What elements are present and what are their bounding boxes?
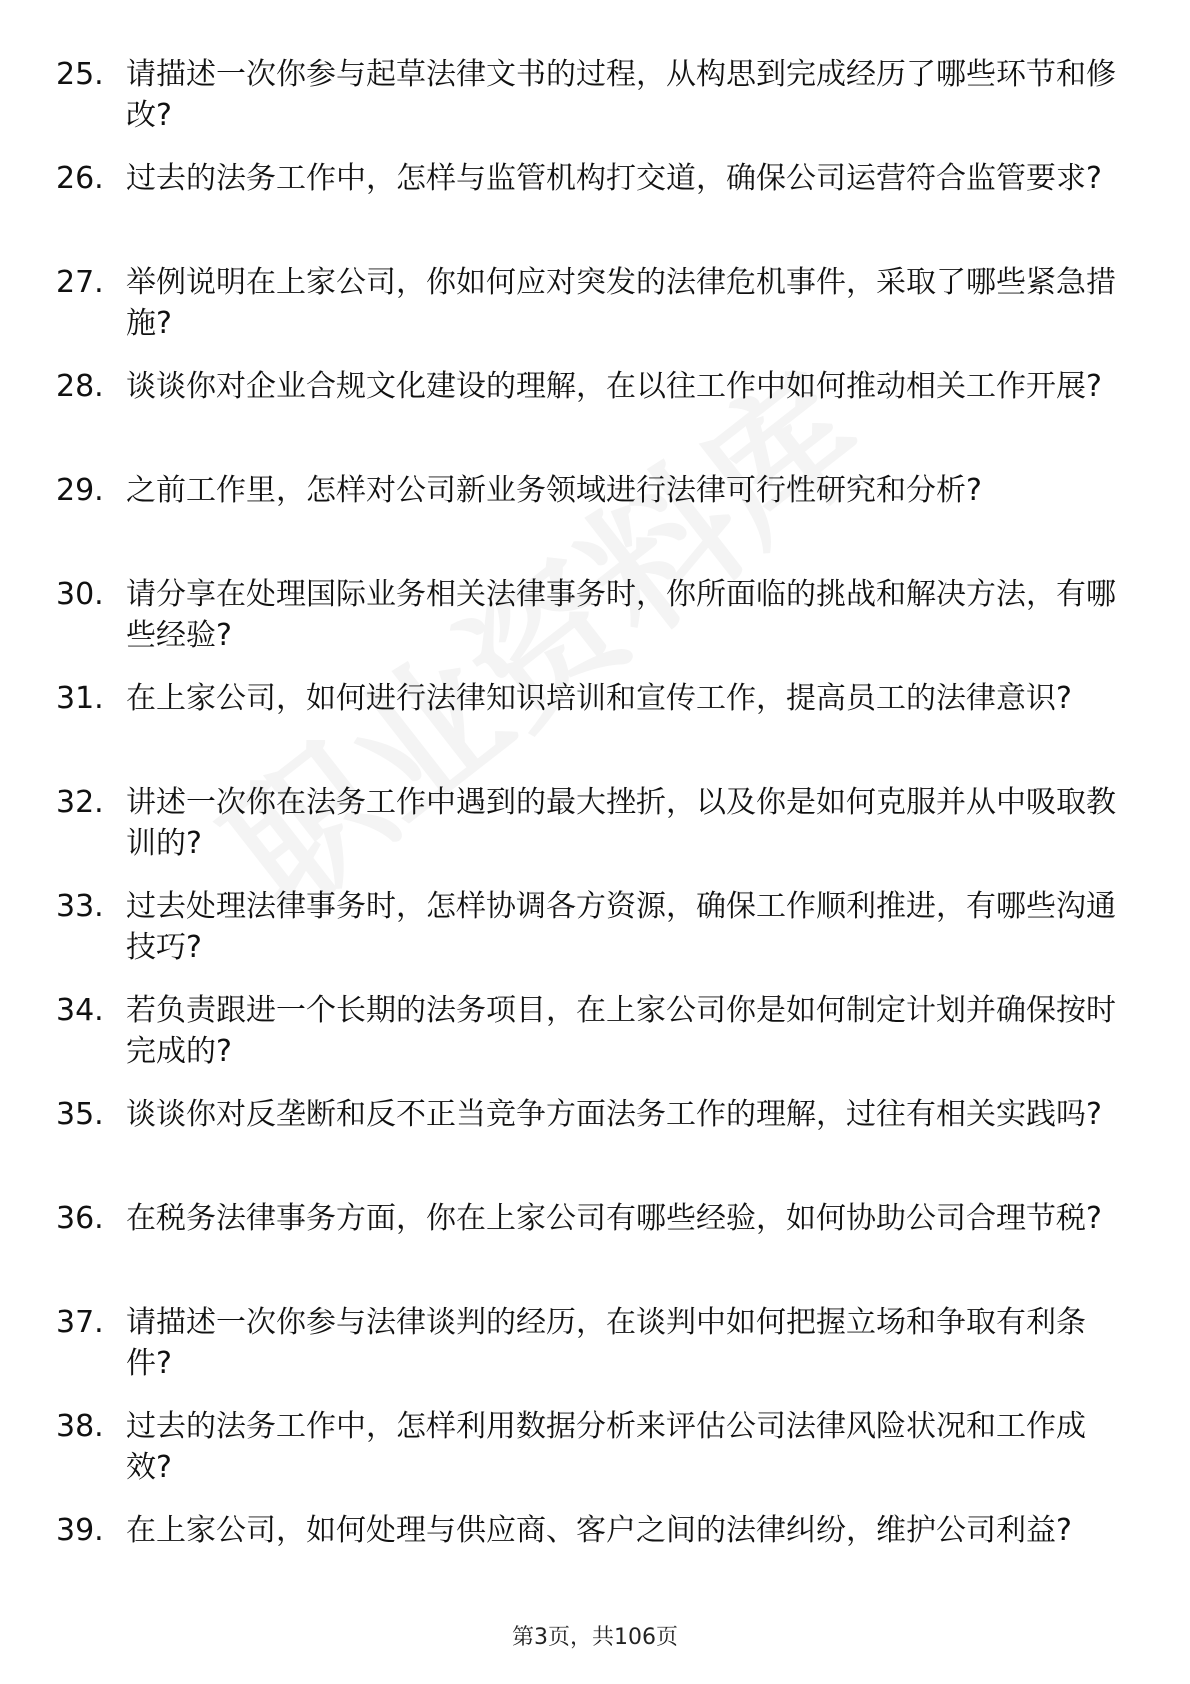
- question-number: 26.: [56, 161, 104, 196]
- question-item-34: [56, 990, 1136, 1094]
- question-list: [56, 54, 1136, 1614]
- question-text: 之前工作里，怎样对公司新业务领域进行法律可行性研究和分析?: [126, 473, 982, 508]
- question-number: 38.: [56, 1409, 104, 1444]
- question-item-32: [56, 782, 1136, 886]
- question-item-27: [56, 262, 1136, 366]
- question-text: 请描述一次你参与法律谈判的经历，在谈判中如何把握立场和争取有利条件?: [126, 1305, 1086, 1381]
- question-text: 过去处理法律事务时，怎样协调各方资源，确保工作顺利推进，有哪些沟通技巧?: [126, 889, 1116, 965]
- question-text: 请描述一次你参与起草法律文书的过程，从构思到完成经历了哪些环节和修改?: [126, 57, 1116, 133]
- question-number: 36.: [56, 1201, 104, 1236]
- question-item-25: [56, 54, 1136, 158]
- question-item-31: [56, 678, 1136, 782]
- question-item-36: [56, 1198, 1136, 1302]
- question-number: 32.: [56, 785, 104, 820]
- question-number: 35.: [56, 1097, 104, 1132]
- question-item-30: [56, 574, 1136, 678]
- question-number: 25.: [56, 57, 104, 92]
- question-text: 在上家公司，如何处理与供应商、客户之间的法律纠纷，维护公司利益?: [126, 1513, 1072, 1548]
- question-text: 在税务法律事务方面，你在上家公司有哪些经验，如何协助公司合理节税?: [126, 1201, 1102, 1236]
- question-number: 37.: [56, 1305, 104, 1340]
- question-text: 谈谈你对企业合规文化建设的理解，在以往工作中如何推动相关工作开展?: [126, 369, 1102, 404]
- question-number: 34.: [56, 993, 104, 1028]
- question-number: 31.: [56, 681, 104, 716]
- question-number: 30.: [56, 577, 104, 612]
- question-item-29: [56, 470, 1136, 574]
- question-item-33: [56, 886, 1136, 990]
- question-number: 39.: [56, 1513, 104, 1548]
- question-text: 若负责跟进一个长期的法务项目，在上家公司你是如何制定计划并确保按时完成的?: [126, 993, 1116, 1069]
- page-footer: 第3页，共106页: [512, 1625, 678, 1650]
- question-text: 讲述一次你在法务工作中遇到的最大挫折，以及你是如何克服并从中吸取教训的?: [126, 785, 1116, 861]
- question-text: 请分享在处理国际业务相关法律事务时，你所面临的挑战和解决方法，有哪些经验?: [126, 577, 1116, 653]
- question-item-28: [56, 366, 1136, 470]
- question-text: 举例说明在上家公司，你如何应对突发的法律危机事件，采取了哪些紧急措施?: [126, 265, 1116, 341]
- question-number: 29.: [56, 473, 104, 508]
- question-item-37: [56, 1302, 1136, 1406]
- question-text: 过去的法务工作中，怎样与监管机构打交道，确保公司运营符合监管要求?: [126, 161, 1102, 196]
- question-number: 33.: [56, 889, 104, 924]
- question-item-38: [56, 1406, 1136, 1510]
- question-text: 过去的法务工作中，怎样利用数据分析来评估公司法律风险状况和工作成效?: [126, 1409, 1086, 1485]
- question-item-39: [56, 1510, 1136, 1614]
- question-text: 在上家公司，如何进行法律知识培训和宣传工作，提高员工的法律意识?: [126, 681, 1072, 716]
- question-number: 28.: [56, 369, 104, 404]
- question-item-26: [56, 158, 1136, 262]
- question-text: 谈谈你对反垄断和反不正当竞争方面法务工作的理解，过往有相关实践吗?: [126, 1097, 1102, 1132]
- question-item-35: [56, 1094, 1136, 1198]
- question-number: 27.: [56, 265, 104, 300]
